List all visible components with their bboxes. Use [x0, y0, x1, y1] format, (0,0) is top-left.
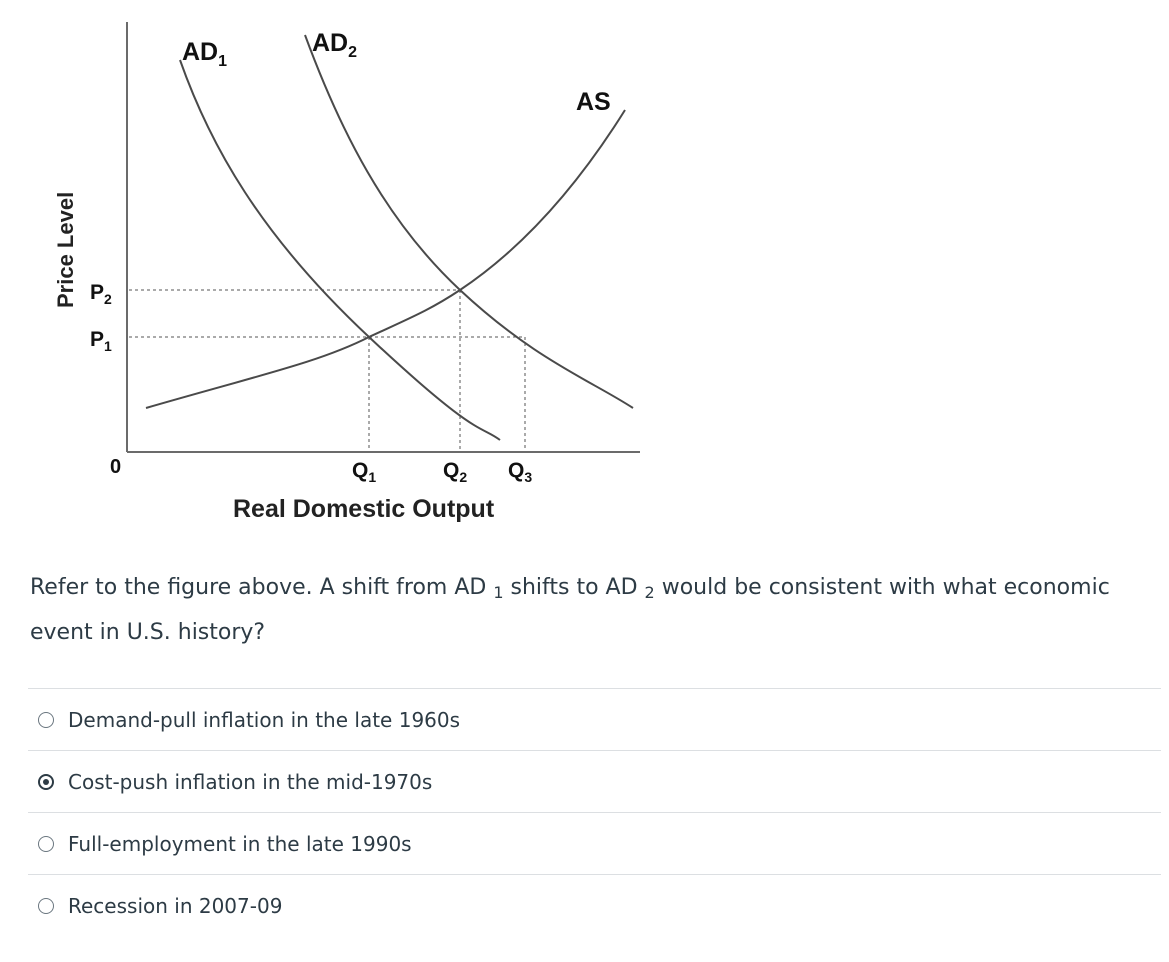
answer-label: Full-employment in the late 1990s — [68, 831, 412, 856]
answer-label: Demand-pull inflation in the late 1960s — [68, 707, 461, 732]
answer-label: Recession in 2007-09 — [68, 893, 283, 918]
answer-list — [28, 688, 1161, 936]
radio-button[interactable] — [38, 836, 54, 852]
radio-button[interactable] — [38, 712, 54, 728]
ad1-label: $AD_1$ — [182, 38, 228, 70]
question-part2: shifts to AD — [503, 575, 645, 600]
answer-option-4[interactable] — [28, 874, 1161, 936]
as-curve — [146, 110, 625, 408]
answer-option-2[interactable] — [28, 750, 1161, 812]
radio-button[interactable] — [38, 898, 54, 914]
price-label-p1: $P_1$ — [90, 328, 112, 354]
answer-option-1[interactable] — [28, 688, 1161, 750]
quantity-label-q1: $Q_1$ — [352, 459, 377, 485]
ad2-label: $AD_2$ — [312, 29, 358, 61]
radio-button-selected[interactable] — [38, 774, 54, 790]
guide-lines — [129, 290, 525, 451]
question-text — [30, 568, 1140, 653]
question-sub1: 1 — [493, 583, 504, 602]
origin-label: 0 — [110, 456, 122, 478]
answer-option-3[interactable] — [28, 812, 1161, 874]
question-part1: Refer to the figure above. A shift from AD — [30, 575, 494, 600]
question-part3: would be consistent with what economic event in U.S. history? — [30, 575, 1110, 645]
question-sub2: 2 — [644, 583, 655, 602]
quantity-label-q2: $Q_2$ — [443, 459, 468, 485]
as-label: AS — [576, 88, 611, 116]
quantity-label-q3: $Q_3$ — [508, 459, 533, 485]
answer-label: Cost-push inflation in the mid-1970s — [68, 769, 433, 794]
x-axis-label: Real Domestic Output — [233, 495, 495, 523]
y-axis-label: Price Level — [53, 191, 78, 308]
price-label-p2: $P_2$ — [90, 281, 112, 307]
